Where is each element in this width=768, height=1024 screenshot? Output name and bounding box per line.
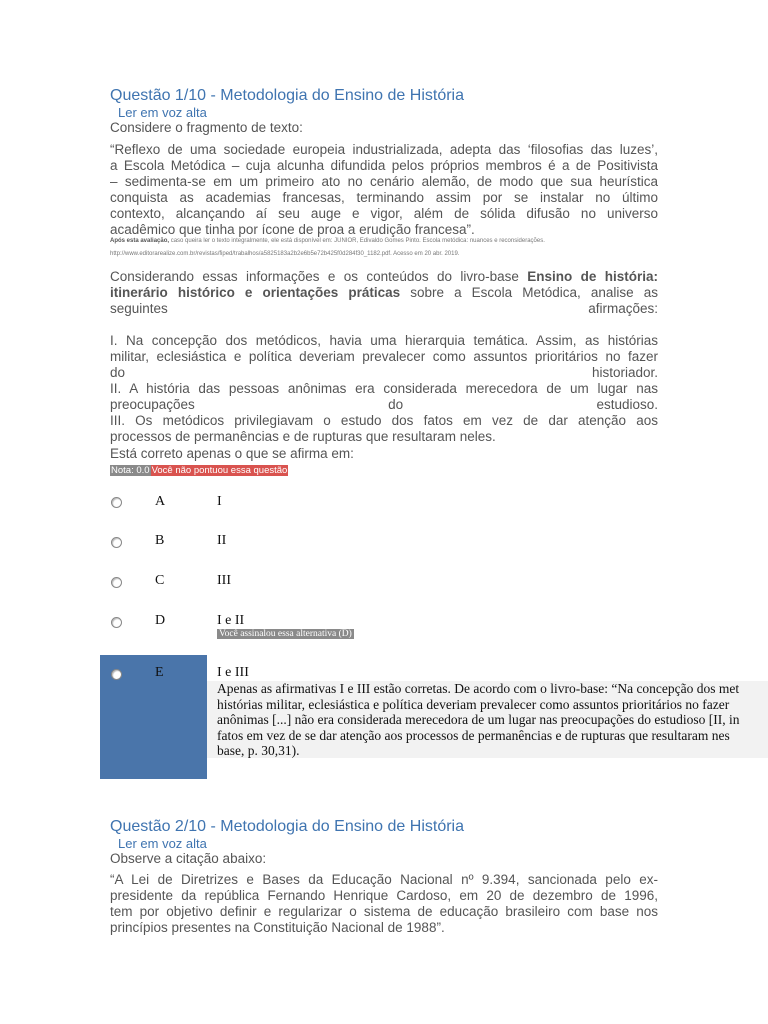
option-text: I e III <box>217 665 249 680</box>
book-title-2: itinerário histórico e orientações práticas <box>110 285 401 300</box>
consider-post: sobre a Escola Metódica, analise as <box>400 285 658 300</box>
source-line1: caso queira ler o texto integralmente, ele está disponível em: JUNIOR, Edivaldo Gomes Pinto. Escola metódica: nuances e reconsiderações. <box>169 238 545 244</box>
option-text: III <box>217 573 231 588</box>
feedback-line: histórias militar, eclesiástica e política deveriam prevalecer como assuntos prioritários no fazer <box>217 696 730 712</box>
quote-line: conquista as academias francesas, terminando assim por se instalar no último <box>110 190 658 205</box>
q1-grade-badge <box>110 465 288 477</box>
grade-status: Você não pontuou essa questão <box>151 465 288 476</box>
q2-quote <box>110 872 658 936</box>
question-1-title: Questão 1/10 - Metodologia do Ensino de História <box>110 87 464 104</box>
radio-a[interactable] <box>111 497 122 508</box>
grade-value: Nota: 0.0 <box>111 465 150 476</box>
option-letter: B <box>155 533 165 548</box>
q1-intro: Considere o fragmento de texto: <box>110 120 303 135</box>
quote-line: a Escola Metódica – cuja alcunha difundida pelos próprios membros é a de Positivista <box>110 158 658 173</box>
source-bold: Após esta avaliação, <box>110 238 170 244</box>
q1-read-aloud-link[interactable]: Ler em voz alta <box>118 105 207 120</box>
statement-1: I. Na concepção dos metódicos, havia uma hierarquia temática. Assim, as histórias <box>110 333 658 348</box>
q1-consider: Considerando essas informações e os conteúdos do livro-base Ensino de história: itinerário histórico e orientações práticas sobre a Escola Metódica, analise as seguintes afirmações: <box>110 269 658 316</box>
radio-c[interactable] <box>111 577 122 588</box>
answer-feedback <box>207 681 768 758</box>
q1-source-url: http://www.editorarealize.com.br/revistas/fiped/trabalhos/a5825183a2b2e6b5e72b425f0d284f30_1182.pdf. Acesso em 20 abr. 2019. <box>110 251 460 257</box>
statement-3: III. Os metódicos privilegiavam o estudo dos fatos em vez de dar atenção aos <box>110 413 658 428</box>
q1-statements: I. Na concepção dos metódicos, havia uma hierarquia temática. Assim, as histórias militar, eclesiástica e política deveriam prevalecer como assuntos prioritários no fazer do historiador. II. A história das pessoas anônimas era considerada merecedora de um lugar nas preocupações do estudioso. III. Os metódicos privilegiavam o estudo dos fatos em vez de dar atenção aos processos de permanências e de rupturas que resultaram neles. <box>110 333 658 444</box>
selected-answer-note: Você assinalou essa alternativa (D) <box>219 629 352 639</box>
quote-line: presidente da república Fernando Henrique Cardoso, em 20 de dezembro de 1996, <box>110 888 658 903</box>
consider-pre: Considerando essas informações e os conteúdos do livro-base <box>110 269 528 284</box>
option-letter: A <box>155 494 166 509</box>
radio-e[interactable] <box>111 669 122 680</box>
q2-intro: Observe a citação abaixo: <box>110 851 267 866</box>
quote-line: acadêmico que tinha por ícone de proa a erudição francesa”. <box>110 222 475 237</box>
option-text: II <box>217 533 227 548</box>
q1-quote <box>110 142 658 238</box>
option-text: I e II <box>217 613 245 628</box>
book-title-1: Ensino de história: <box>527 269 658 284</box>
option-letter: D <box>155 613 166 628</box>
feedback-line: fatos em vez de se dar atenção aos processos de permanências e de rupturas que resultaram nes <box>217 727 730 743</box>
statement-2: II. A história das pessoas anônimas era considerada merecedora de um lugar nas <box>110 381 658 396</box>
feedback-line: anônimas [...] não era considerada merecedora de um lugar nas preocupações do estudioso [II, in <box>217 712 740 727</box>
radio-d[interactable] <box>111 617 122 628</box>
quote-line: “A Lei de Diretrizes e Bases da Educação Nacional nº 9.394, sancionada pelo ex- <box>110 872 658 887</box>
option-text: I <box>217 494 222 509</box>
quote-line: “Reflexo de uma sociedade europeia industrializada, adepta das ‘filosofias das luzes’, <box>110 142 658 157</box>
q1-source-note <box>110 237 545 245</box>
q2-read-aloud-link[interactable]: Ler em voz alta <box>118 836 207 851</box>
q1-ask: Está correto apenas o que se afirma em: <box>110 446 354 461</box>
quote-line: contexto, alcançando aí seu auge e vigor, além de sólida difusão no universo <box>110 206 658 221</box>
option-letter: C <box>155 573 165 588</box>
quote-line: tem por objetivo definir e regularizar o sistema de educação brasileiro com base nos <box>110 904 658 919</box>
feedback-line: base, p. 30,31). <box>217 743 300 758</box>
option-letter: E <box>155 665 164 680</box>
radio-b[interactable] <box>111 537 122 548</box>
feedback-line: Apenas as afirmativas I e III estão corretas. De acordo com o livro-base: “Na concepção dos met <box>217 681 740 696</box>
question-2-title: Questão 2/10 - Metodologia do Ensino de História <box>110 818 464 835</box>
quote-line: – sedimenta-se em um primeiro ato no cenário alemão, de modo que sua heurística <box>110 174 658 189</box>
quote-line: princípios presentes na Constituição Nacional de 1988”. <box>110 920 445 935</box>
